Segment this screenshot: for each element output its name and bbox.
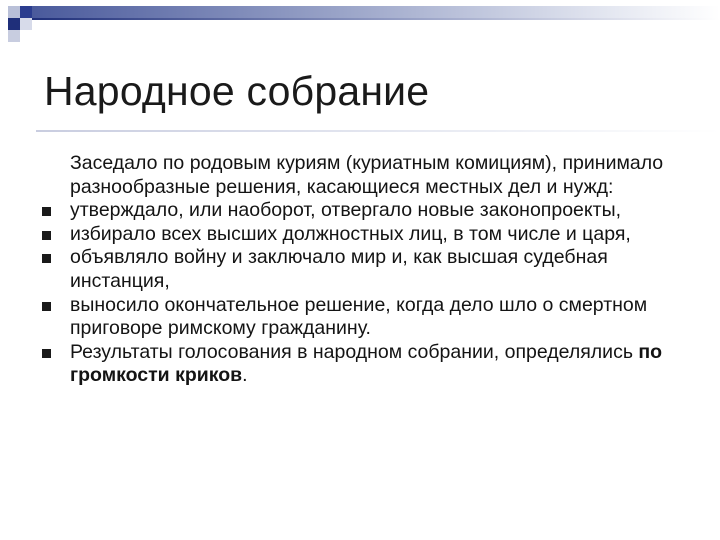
square-bullet-icon — [42, 254, 51, 263]
list-item-text: выносило окончательное решение, когда дело шло о смертном приговоре римскому гражданину. — [70, 293, 648, 340]
list-item-text: объявляло войну и заключало мир и, как высшая судебная инстанция, — [70, 246, 608, 292]
square-bullet-icon — [42, 207, 51, 216]
list-item-text: избирало всех высших должностных лиц, в том числе и царя, — [70, 222, 631, 245]
list-item — [70, 223, 690, 247]
title-divider — [36, 130, 720, 132]
list-item — [70, 246, 690, 293]
header-rule — [32, 18, 720, 20]
emphasis-text: по громкости криков — [70, 340, 663, 387]
list-item — [70, 341, 690, 388]
square-bullet-icon — [42, 349, 51, 358]
header-gradient-band — [32, 6, 720, 18]
list-item — [70, 199, 690, 223]
decorative-square — [8, 30, 20, 42]
decorative-square — [20, 6, 32, 18]
list-item-text-end: . — [242, 364, 248, 387]
list-item-text: утверждало, или наоборот, отвергало новые законопроекты, — [70, 199, 621, 222]
slide-body — [70, 152, 690, 388]
decorative-square — [8, 18, 20, 30]
list-item — [70, 294, 690, 341]
decorative-square — [20, 18, 32, 30]
square-bullet-icon — [42, 302, 51, 311]
square-bullet-icon — [42, 231, 51, 240]
slide-title: Народное собрание — [44, 68, 430, 114]
decorative-square — [8, 6, 20, 18]
list-item-text: Результаты голосования в народном собрании, определялись — [70, 340, 639, 363]
intro-paragraph: Заседало по родовым куриям (куриатным комициям), принимало разнообразные решения, касающиеся местных дел и нужд: — [70, 152, 664, 198]
